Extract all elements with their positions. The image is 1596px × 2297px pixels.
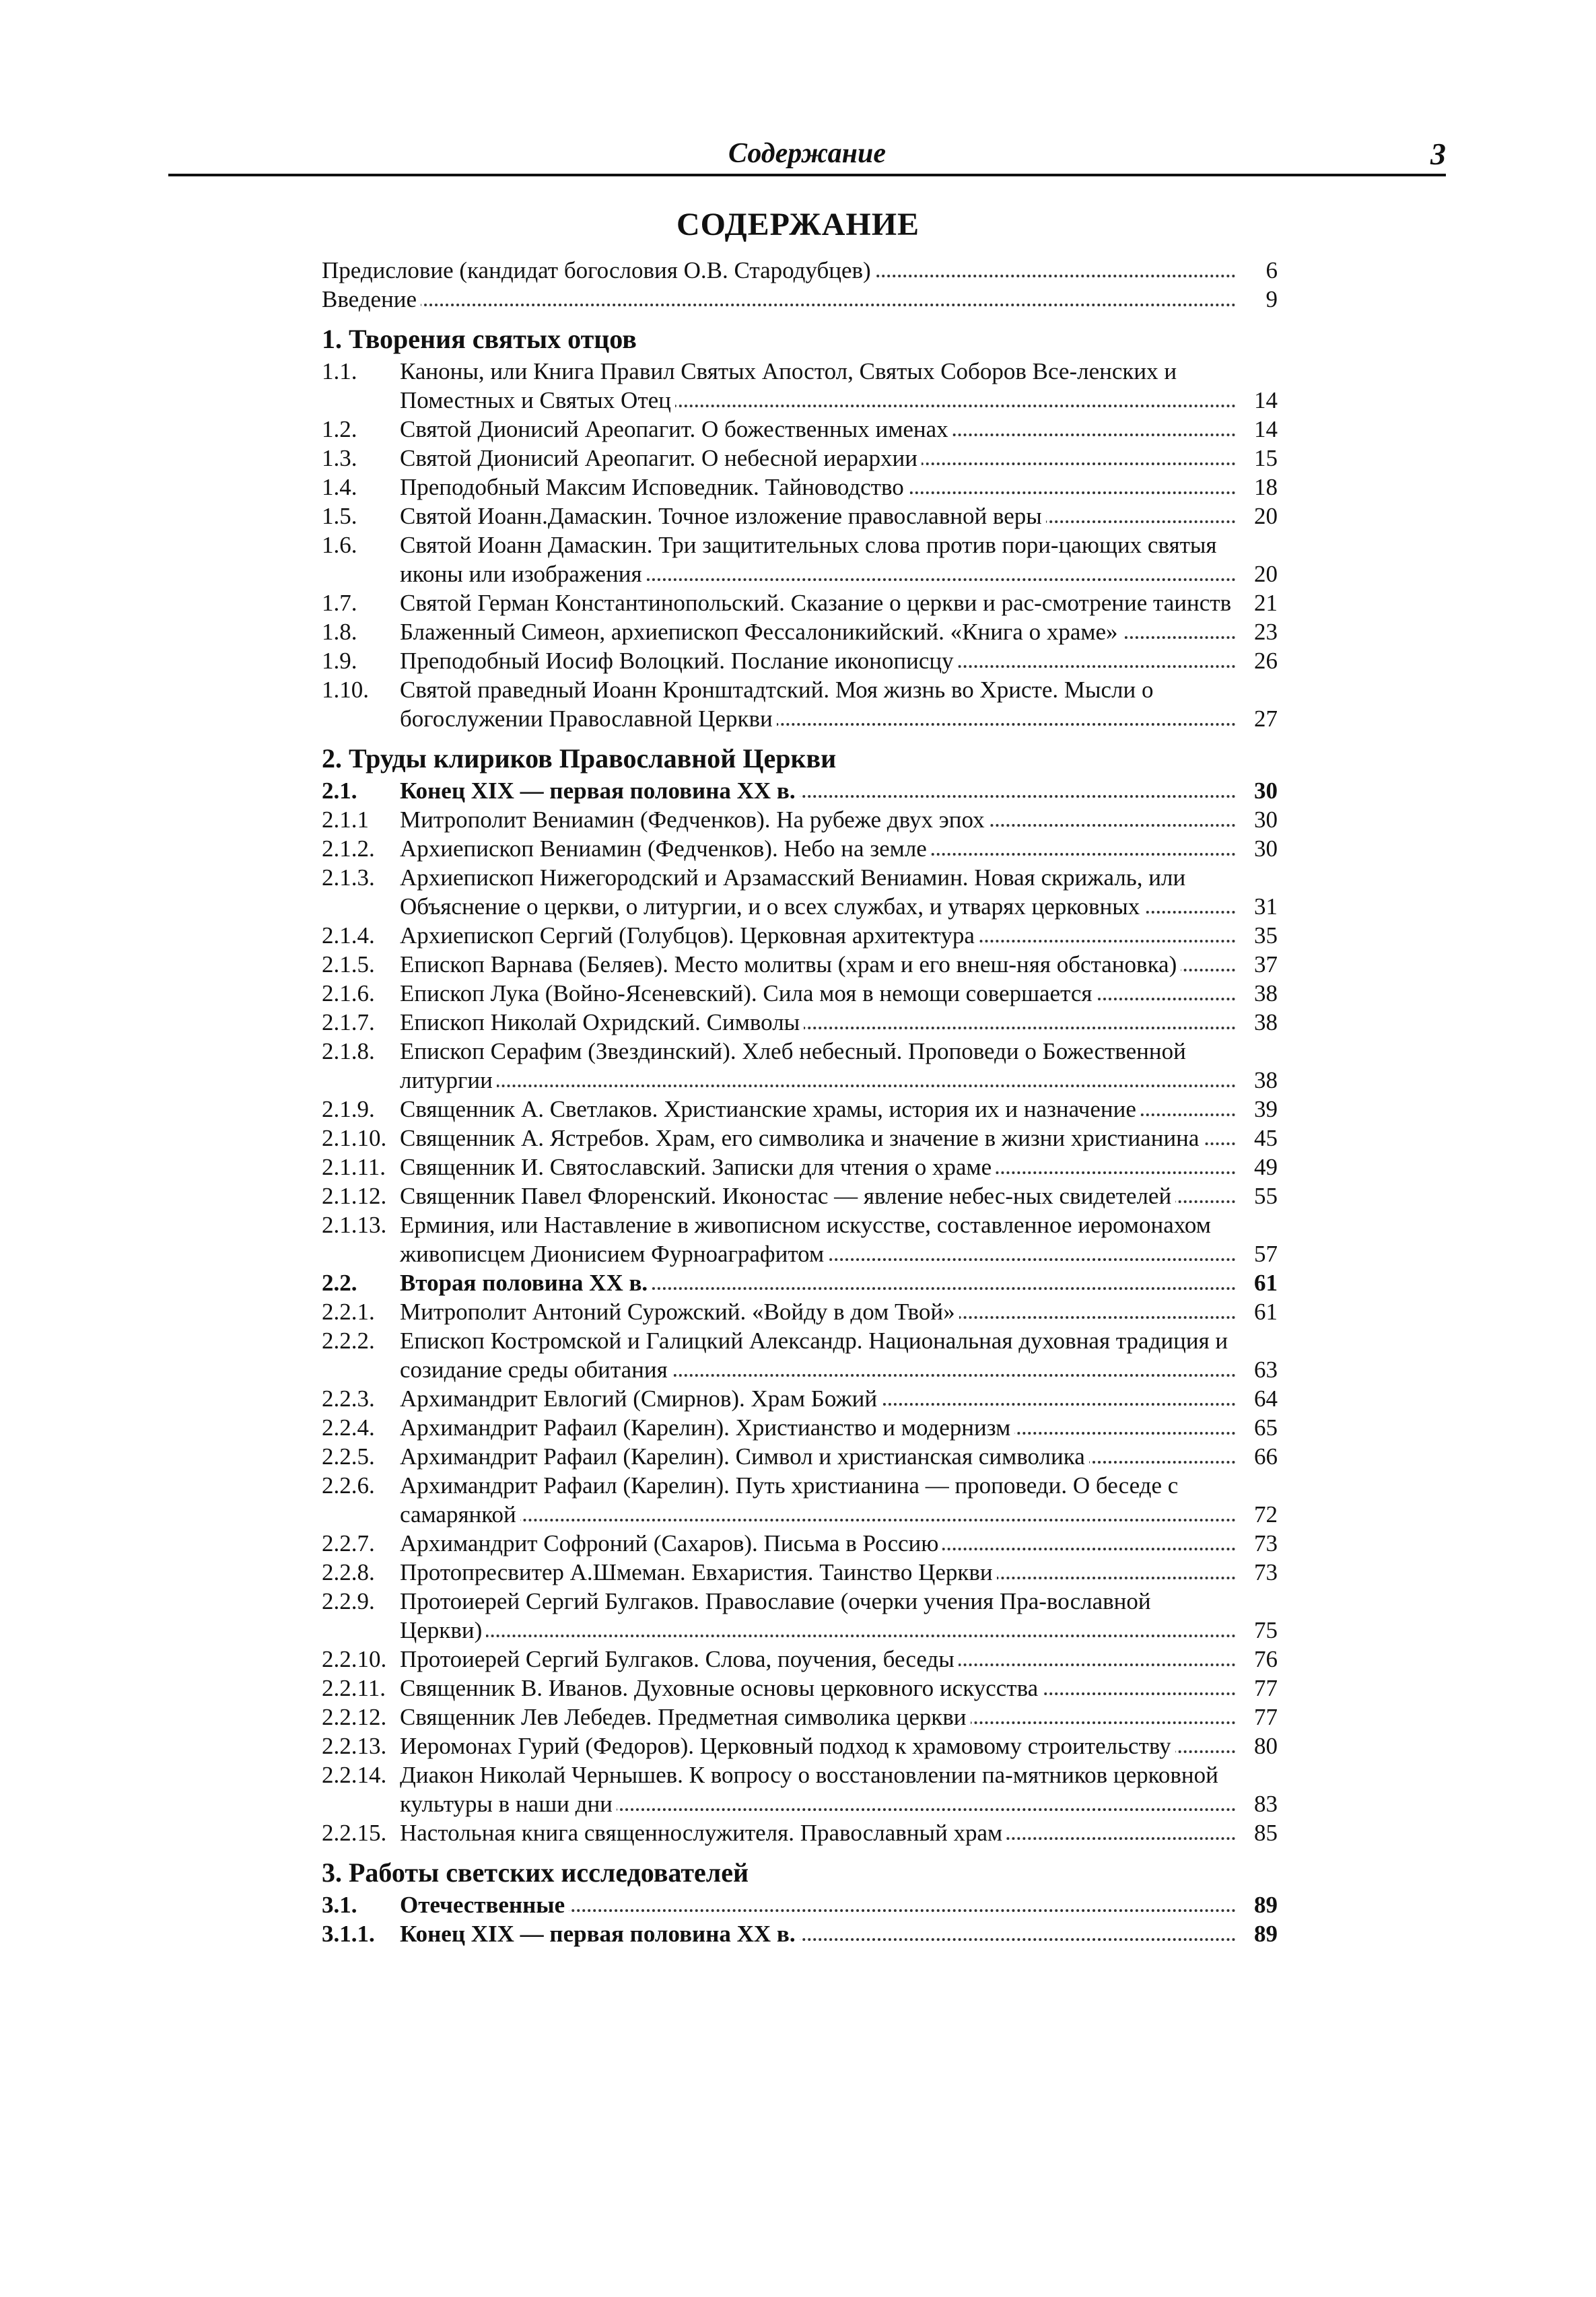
toc-entry[interactable] [322, 1442, 1278, 1471]
toc-entry[interactable] [322, 1703, 1278, 1732]
table-of-contents [322, 256, 1278, 1948]
toc-entry-title: Конец XIX — первая половина XX в. [400, 778, 800, 804]
toc-entry-text [400, 979, 1236, 1008]
toc-entry-page: 89 [1254, 1892, 1278, 1918]
toc-entry-number: 2.1. [322, 778, 357, 804]
toc-entry-text [400, 1326, 1236, 1384]
toc-entry-page: 61 [1254, 1299, 1278, 1325]
toc-entry-page: 85 [1254, 1820, 1278, 1846]
toc-entry-number: 2.2.9. [322, 1588, 375, 1614]
toc-entry-text [400, 1297, 1236, 1326]
toc-entry-number: 1.1. [322, 358, 357, 384]
toc-entry-page: 37 [1254, 951, 1278, 978]
toc-entry-text [400, 1181, 1236, 1210]
toc-entry[interactable] [322, 1529, 1278, 1558]
toc-entry-text [400, 1732, 1236, 1760]
toc-entry-page: 63 [1254, 1357, 1278, 1383]
toc-entry[interactable] [322, 805, 1278, 834]
toc-entry[interactable] [322, 1558, 1278, 1587]
toc-entry-text [400, 1037, 1236, 1095]
toc-entry[interactable] [322, 1008, 1278, 1037]
dot-leader [400, 1085, 1236, 1087]
toc-entry-page: 80 [1254, 1733, 1278, 1759]
toc-entry-text [400, 646, 1236, 675]
toc-entry-page: 73 [1254, 1530, 1278, 1556]
toc-entry-title: Настольная книга священнослужителя. Православный храм [400, 1820, 1006, 1846]
toc-entry[interactable] [322, 1037, 1278, 1095]
toc-entry-title: Архиепископ Нижегородский и Арзамасский Вениамин. Новая скрижаль, или Объяснение о церкви, о литургии, и о всех службах, и утварях церковных [400, 864, 1186, 920]
toc-entry-number: 1.6. [322, 532, 357, 558]
toc-entry-page: 27 [1254, 706, 1278, 732]
toc-entry-number: 2.1.6. [322, 980, 375, 1006]
toc-entry[interactable] [322, 979, 1278, 1008]
toc-entry-number: 2.2.15. [322, 1820, 387, 1846]
toc-entry-title: Архимандрит Рафаил (Карелин). Символ и христианская символика [400, 1443, 1089, 1470]
toc-entry-title: Святой Дионисий Ареопагит. О небесной иерархии [400, 445, 922, 471]
toc-entry-title: Преподобный Иосиф Волоцкий. Послание иконописцу [400, 648, 958, 674]
toc-entry[interactable] [322, 256, 1278, 285]
toc-entry-page: 35 [1254, 922, 1278, 949]
toc-entry-title: Блаженный Симеон, архиепископ Фессалоникийский. «Книга о храме» [400, 619, 1122, 645]
toc-entry-title: Священник Лев Лебедев. Предметная символика церкви [400, 1704, 971, 1730]
toc-entry-page: 61 [1254, 1270, 1278, 1296]
toc-entry-number: 3.1.1. [322, 1921, 375, 1947]
toc-entry[interactable] [322, 1153, 1278, 1181]
toc-entry-title: Епископ Николай Охридский. Символы [400, 1009, 804, 1035]
toc-entry-page: 83 [1254, 1791, 1278, 1817]
toc-entry-page: 18 [1254, 474, 1278, 500]
toc-entry[interactable] [322, 1587, 1278, 1645]
toc-entry-number: 2.1.1 [322, 807, 369, 833]
toc-entry-page: 76 [1254, 1646, 1278, 1672]
toc-entry-page: 66 [1254, 1443, 1278, 1470]
toc-entry-page: 6 [1265, 257, 1278, 283]
toc-entry-page: 75 [1254, 1617, 1278, 1643]
toc-entry-title: Отечественные [400, 1892, 569, 1918]
toc-entry-page: 30 [1254, 778, 1278, 804]
toc-entry-number: 1.4. [322, 474, 357, 500]
toc-entry-title: Святой праведный Иоанн Кронштадтский. Моя жизнь во Христе. Мысли о богослужении Православной Церкви [400, 677, 1154, 732]
toc-entry-page: 30 [1254, 835, 1278, 862]
toc-entry[interactable] [322, 1297, 1278, 1326]
toc-entry[interactable] [322, 1760, 1278, 1818]
toc-entry-page: 49 [1254, 1154, 1278, 1180]
toc-entry-title: Архиепископ Сергий (Голубцов). Церковная архитектура [400, 922, 979, 949]
toc-entry-text [400, 473, 1236, 502]
toc-entry-text [400, 444, 1236, 473]
toc-entry-text [400, 1095, 1236, 1124]
toc-entry-number: 2.1.4. [322, 922, 375, 949]
toc-entry-page: 72 [1254, 1501, 1278, 1528]
toc-entry-number: 2.1.2. [322, 835, 375, 862]
toc-entry-number: 2.2.6. [322, 1472, 375, 1499]
toc-entry-text [400, 776, 1236, 805]
toc-entry-number: 2.2.10. [322, 1646, 387, 1672]
toc-entry-title: Каноны, или Книга Правил Святых Апостол, Святых Соборов Все-ленских и Поместных и Святых Отец [400, 358, 1177, 413]
toc-entry-title: Преподобный Максим Исповедник. Тайноводство [400, 474, 908, 500]
toc-entry-text [400, 588, 1236, 617]
toc-entry[interactable] [322, 1210, 1278, 1268]
toc-entry-text [400, 1442, 1236, 1471]
toc-entry-title: Святой Герман Константинопольский. Сказание о церкви и рас-смотрение таинств [400, 590, 1235, 616]
toc-entry-page: 45 [1254, 1125, 1278, 1151]
toc-entry-number: 2.2.8. [322, 1559, 375, 1585]
toc-entry-number: 2.2.12. [322, 1704, 387, 1730]
toc-entry-number: 1.8. [322, 619, 357, 645]
toc-entry[interactable] [322, 1181, 1278, 1210]
toc-entry-page: 73 [1254, 1559, 1278, 1585]
toc-entry[interactable] [322, 1413, 1278, 1442]
toc-entry[interactable] [322, 834, 1278, 863]
toc-entry-number: 2.1.3. [322, 864, 375, 891]
toc-entry-title: Протопресвитер А.Шмеман. Евхаристия. Таинство Церкви [400, 1559, 997, 1585]
toc-entry-page: 57 [1254, 1241, 1278, 1267]
toc-entry[interactable] [322, 776, 1278, 805]
toc-entry-title: Протоиерей Сергий Булгаков. Православие (очерки учения Пра-вославной Церкви) [400, 1588, 1151, 1643]
toc-entry[interactable] [322, 921, 1278, 950]
toc-entry[interactable] [322, 415, 1278, 444]
toc-entry-text [400, 1268, 1236, 1297]
toc-entry-number: 2.2.1. [322, 1299, 375, 1325]
toc-entry-page: 38 [1254, 1009, 1278, 1035]
toc-entry-number: 2.2.11. [322, 1675, 386, 1701]
toc-entry-page: 77 [1254, 1704, 1278, 1730]
toc-entry-title: Митрополит Антоний Сурожский. «Войду в дом Твой» [400, 1299, 959, 1325]
toc-entry-title: Епископ Лука (Войно-Ясеневский). Сила моя в немощи совершается [400, 980, 1096, 1006]
toc-entry[interactable] [322, 473, 1278, 502]
toc-entry[interactable] [322, 530, 1278, 588]
toc-entry-text [400, 1384, 1236, 1413]
toc-entry-page: 65 [1254, 1414, 1278, 1441]
toc-entry-number: 3.1. [322, 1892, 357, 1918]
toc-entry[interactable] [322, 1732, 1278, 1760]
toc-entry-title: Святой Дионисий Ареопагит. О божественных именах [400, 416, 952, 442]
toc-entry-text [322, 285, 1236, 314]
toc-entry-number: 1.9. [322, 648, 357, 674]
toc-entry-page: 30 [1254, 807, 1278, 833]
toc-entry-title: Архимандрит Рафаил (Карелин). Путь христианина — проповеди. О беседе с самарянкой [400, 1472, 1179, 1528]
toc-entry-page: 14 [1254, 416, 1278, 442]
toc-entry-text [400, 1471, 1236, 1529]
toc-entry-page: 31 [1254, 893, 1278, 920]
toc-entry-text [400, 1818, 1236, 1847]
toc-entry[interactable] [322, 502, 1278, 530]
toc-entry-text [400, 1153, 1236, 1181]
toc-entry-title: Епископ Варнава (Беляев). Место молитвы (храм и его внеш-няя обстановка) [400, 951, 1181, 978]
toc-entry[interactable] [322, 444, 1278, 473]
toc-entry-text [400, 1890, 1236, 1919]
section-heading: 3. Работы светских исследователей [322, 1857, 749, 1888]
toc-entry-text [400, 1645, 1236, 1674]
toc-entry-title: Ерминия, или Наставление в живописном искусстве, составленное иеромонахом живописцем Дионисием Фурноаграфитом [400, 1212, 1211, 1267]
toc-entry-title: Предисловие (кандидат богословия О.В. Стародубцев) [322, 257, 875, 283]
toc-entry-title: Священник В. Иванов. Духовные основы церковного искусства [400, 1675, 1042, 1701]
toc-entry-page: 55 [1254, 1183, 1278, 1209]
toc-entry-number: 2.2.14. [322, 1762, 387, 1788]
toc-entry-title: Архимандрит Евлогий (Смирнов). Храм Божий [400, 1385, 881, 1412]
toc-entry[interactable] [322, 1384, 1278, 1413]
toc-entry-page: 38 [1254, 1067, 1278, 1093]
toc-entry-page: 15 [1254, 445, 1278, 471]
toc-title: СОДЕРЖАНИЕ [676, 207, 920, 242]
section-heading: 2. Труды клириков Православной Церкви [322, 743, 837, 774]
toc-entry-title: Конец XIX — первая половина XX в. [400, 1921, 800, 1947]
toc-entry-title: Святой Иоанн.Дамаскин. Точное изложение православной веры [400, 503, 1046, 529]
toc-entry-number: 2.1.12. [322, 1183, 387, 1209]
toc-entry-text [400, 1587, 1236, 1645]
toc-entry-number: 2.2. [322, 1270, 357, 1296]
toc-entry[interactable] [322, 1890, 1278, 1919]
toc-entry-title: Священник И. Святославский. Записки для чтения о храме [400, 1154, 996, 1180]
toc-entry-text [400, 1413, 1236, 1442]
toc-entry[interactable] [322, 950, 1278, 979]
toc-entry-number: 2.1.10. [322, 1125, 387, 1151]
toc-entry[interactable] [322, 1095, 1278, 1124]
toc-entry-text [400, 1919, 1236, 1948]
toc-entry-text [400, 1210, 1236, 1268]
toc-entry-page: 9 [1265, 286, 1278, 312]
running-title: Содержание [728, 138, 886, 169]
toc-entry-number: 2.2.2. [322, 1328, 375, 1354]
toc-entry-number: 2.2.5. [322, 1443, 375, 1470]
toc-entry-text [400, 675, 1236, 733]
toc-entry-number: 1.7. [322, 590, 357, 616]
toc-entry[interactable] [322, 617, 1278, 646]
toc-entry-title: Введение [322, 286, 421, 312]
toc-entry-page: 20 [1254, 503, 1278, 529]
toc-entry-page: 26 [1254, 648, 1278, 674]
toc-entry[interactable] [322, 1326, 1278, 1384]
toc-entry[interactable] [322, 863, 1278, 921]
toc-entry-text [400, 863, 1236, 921]
toc-entry-page: 14 [1254, 387, 1278, 413]
toc-entry-page: 39 [1254, 1096, 1278, 1122]
toc-entry-text [400, 357, 1236, 415]
toc-entry-text [400, 805, 1236, 834]
toc-entry[interactable] [322, 1268, 1278, 1297]
toc-entry-page: 89 [1254, 1921, 1278, 1947]
toc-entry[interactable] [322, 1645, 1278, 1674]
toc-entry-number: 2.1.7. [322, 1009, 375, 1035]
toc-entry[interactable] [322, 1818, 1278, 1847]
toc-entry-text [400, 1674, 1236, 1703]
toc-entry[interactable] [322, 675, 1278, 733]
dot-leader [400, 1519, 1236, 1521]
toc-entry-number: 2.2.4. [322, 1414, 375, 1441]
toc-entry-title: Священник А. Светлаков. Христианские храмы, история их и назначение [400, 1096, 1140, 1122]
toc-entry-page: 21 [1254, 590, 1278, 616]
toc-entry-text [400, 834, 1236, 863]
toc-entry-text [400, 1703, 1236, 1732]
toc-entry-text [400, 530, 1236, 588]
toc-entry-title: Иеромонах Гурий (Федоров). Церковный подход к храмовому строительству [400, 1733, 1175, 1759]
toc-entry-title: Митрополит Вениамин (Федченков). На рубеже двух эпох [400, 807, 989, 833]
toc-entry-text [400, 1124, 1236, 1153]
toc-entry-page: 20 [1254, 561, 1278, 587]
toc-entry-number: 2.1.11. [322, 1154, 386, 1180]
section-heading: 1. Творения святых отцов [322, 324, 637, 354]
toc-entry-title: Вторая половина XX в. [400, 1270, 652, 1296]
toc-entry[interactable] [322, 646, 1278, 675]
toc-entry-title: Протоиерей Сергий Булгаков. Слова, поучения, беседы [400, 1646, 959, 1672]
running-header [168, 133, 1446, 176]
toc-entry-text [400, 502, 1236, 530]
toc-entry-title: Архимандрит Рафаил (Карелин). Христианство и модернизм [400, 1414, 1014, 1441]
toc-entry-title: Архиепископ Вениамин (Федченков). Небо на земле [400, 835, 931, 862]
toc-entry-title: Священник Павел Флоренский. Иконостас — явление небес-ных свидетелей [400, 1183, 1175, 1209]
toc-entry-title: Епископ Серафим (Звездинский). Хлеб небесный. Проповеди о Божественной литургии [400, 1038, 1186, 1093]
toc-entry-text [400, 1558, 1236, 1587]
toc-entry[interactable] [322, 1471, 1278, 1529]
toc-entry-text [322, 256, 1236, 285]
toc-entry[interactable] [322, 285, 1278, 314]
toc-entry-title: Диакон Николай Чернышев. К вопросу о восстановлении па-мятников церковной культуры в наши дни [400, 1762, 1218, 1817]
toc-entry-number: 2.2.3. [322, 1385, 375, 1412]
toc-entry-title: Святой Иоанн Дамаскин. Три защитительных слова против пори-цающих святыя иконы или изображения [400, 532, 1217, 587]
toc-entry[interactable] [322, 1124, 1278, 1153]
toc-entry-number: 2.1.13. [322, 1212, 387, 1238]
toc-entry-text [400, 1760, 1236, 1818]
toc-entry-title: Архимандрит Софроний (Сахаров). Письма в Россию [400, 1530, 942, 1556]
toc-entry[interactable] [322, 1919, 1278, 1948]
toc-entry-number: 1.2. [322, 416, 357, 442]
toc-entry-page: 38 [1254, 980, 1278, 1006]
toc-entry-text [400, 1529, 1236, 1558]
toc-entry-page: 77 [1254, 1675, 1278, 1701]
toc-entry-text [400, 415, 1236, 444]
toc-entry-page: 64 [1254, 1385, 1278, 1412]
toc-entry-text [400, 617, 1236, 646]
toc-entry[interactable] [322, 588, 1278, 617]
dot-leader [322, 304, 1236, 306]
toc-entry-number: 1.3. [322, 445, 357, 471]
page-number: 3 [1430, 137, 1446, 171]
toc-entry[interactable] [322, 357, 1278, 415]
toc-entry-number: 2.1.9. [322, 1096, 375, 1122]
toc-entry-title: Священник А. Ястребов. Храм, его символика и значение в жизни христианина [400, 1125, 1203, 1151]
toc-entry-text [400, 921, 1236, 950]
toc-entry-text [400, 1008, 1236, 1037]
toc-entry-page: 23 [1254, 619, 1278, 645]
toc-entry-number: 1.10. [322, 677, 369, 703]
toc-entry[interactable] [322, 1674, 1278, 1703]
toc-entry-number: 2.2.7. [322, 1530, 375, 1556]
toc-entry-title: Епископ Костромской и Галицкий Александр. Национальная духовная традиция и созидание среды обитания [400, 1328, 1228, 1383]
toc-entry-number: 2.2.13. [322, 1733, 387, 1759]
dot-leader [400, 1635, 1236, 1637]
toc-entry-number: 2.1.5. [322, 951, 375, 978]
toc-entry-number: 1.5. [322, 503, 357, 529]
toc-entry-number: 2.1.8. [322, 1038, 375, 1064]
toc-entry-text [400, 950, 1236, 979]
